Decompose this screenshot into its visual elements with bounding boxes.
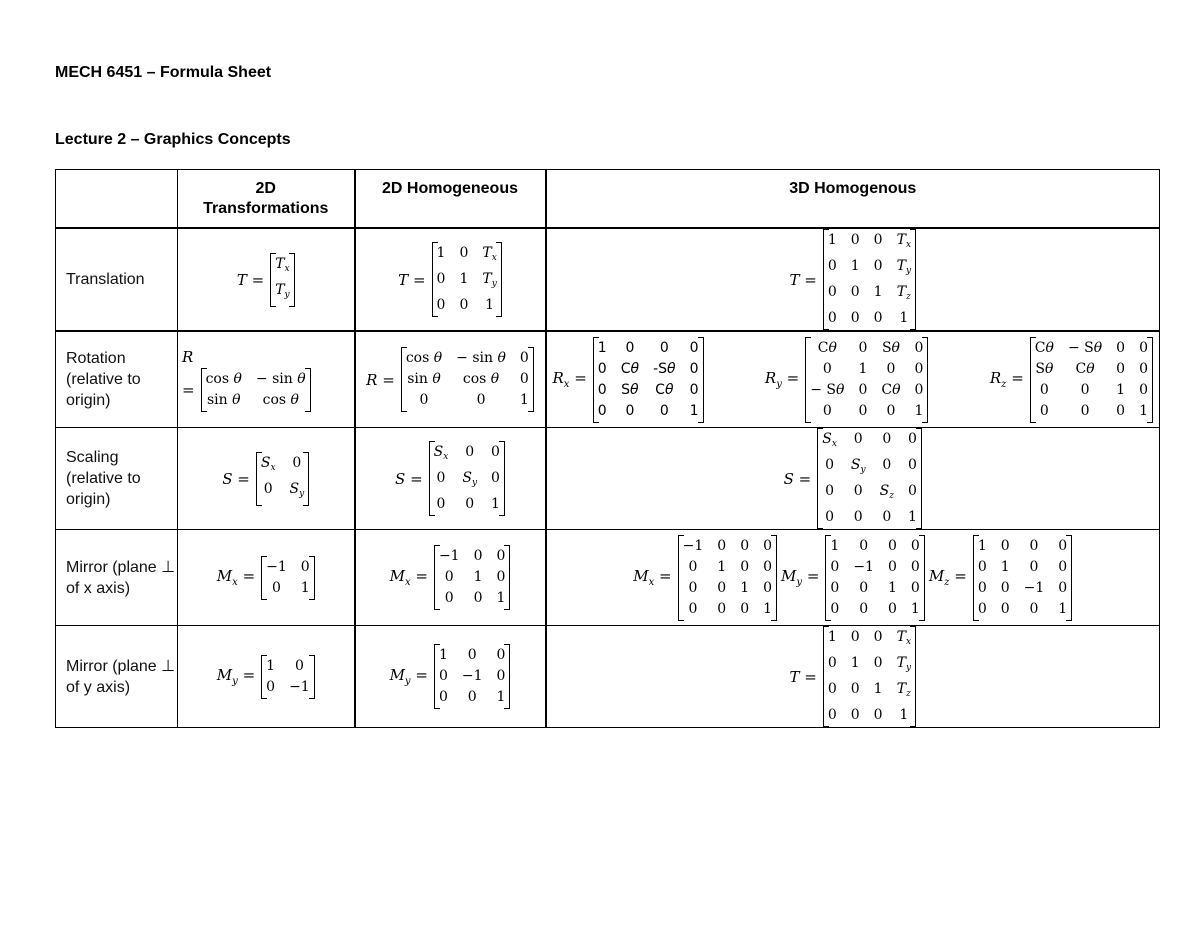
matrix-cell: 0 [763, 579, 773, 596]
matrix-cell: 0 [763, 537, 773, 554]
matrix-cell: 1 [740, 579, 750, 596]
matrix-cell: − sin θ [255, 370, 306, 387]
matrix-cell: 0 [825, 509, 835, 525]
matrix-cell: 0 [1000, 600, 1010, 617]
matrix [678, 535, 777, 621]
matrix-cell: 0 [873, 232, 883, 248]
row-label-translation: Translation [56, 228, 178, 331]
matrix-cell: 1 [850, 258, 860, 274]
matrix-cell: 0 [850, 284, 860, 300]
matrix-cell: 0 [465, 444, 475, 460]
matrix-cell: 0 [858, 381, 868, 398]
matrix-cell: Cθ [817, 339, 837, 356]
matrix-cell: 0 [859, 600, 869, 617]
matrix-cell: 0 [438, 689, 448, 705]
matrix-cell: 1 [689, 402, 699, 419]
matrix-cell: cos θ [205, 370, 242, 387]
matrix-cell: 0 [886, 402, 896, 419]
matrix-cell: 0 [873, 629, 883, 645]
matrix-cell: 0 [467, 647, 477, 663]
matrix-cell: 1 [496, 590, 506, 606]
matrix-cell: 0 [850, 707, 860, 723]
matrix-cell: 0 [496, 548, 506, 564]
matrix-cell: −1 [266, 558, 287, 575]
matrix-cell: $S_z$ [879, 483, 894, 501]
matrix-cell: −1 [853, 558, 874, 575]
matrix-cell: 1 [977, 537, 987, 554]
matrix-cell: 0 [1058, 579, 1068, 596]
matrix-cell: 1 [830, 537, 840, 554]
mirror-x-2d: $M_x$ = −1 0 0 1 [178, 530, 354, 625]
matrix-cell: 0 [763, 558, 773, 575]
matrix [823, 229, 916, 330]
matrix-cell: 1 [1000, 558, 1010, 575]
matrix-cell: $S_y$ [462, 470, 478, 488]
matrix-cell: 0 [491, 444, 500, 460]
matrix-cell: 0 [300, 558, 310, 575]
matrix-cell: 0 [740, 537, 750, 554]
matrix [593, 337, 704, 423]
matrix-cell: − Sθ [1067, 339, 1103, 356]
header-row [56, 170, 1160, 229]
matrix-cell: 1 [459, 271, 469, 287]
matrix-cell: 0 [914, 339, 924, 356]
matrix-cell: 0 [827, 655, 837, 671]
matrix-cell: 1 [485, 297, 495, 313]
matrix-cell: 0 [444, 569, 454, 585]
matrix-cell: 0 [977, 558, 987, 575]
matrix [432, 242, 502, 317]
matrix-cell: 0 [850, 629, 860, 645]
matrix-cell: 0 [597, 360, 607, 377]
mirror-my-matrix: $M_y$ = 1 0 0 0 0 −1 0 0 0 0 1 0 0 0 0 1 [781, 535, 925, 621]
matrix-cell: 0 [1116, 402, 1126, 419]
matrix-cell: 0 [597, 402, 607, 419]
header-2d-homogeneous: 2D Homogeneous [355, 170, 546, 229]
matrix-cell: 1 [1058, 600, 1068, 617]
matrix-cell: 0 [910, 579, 920, 596]
matrix [270, 253, 294, 307]
matrix-cell: Cθ [1075, 360, 1095, 377]
scaling-2d: S = $S_x$ 0 0 $S_y$ [178, 428, 354, 529]
matrix-cell: -Sθ [653, 360, 676, 377]
matrix-cell: 0 [294, 657, 304, 674]
matrix-cell: $S_y$ [850, 457, 866, 475]
mirror-y-2d-homogeneous: $M_y$ = 1 0 0 0 −1 0 0 0 1 [356, 626, 545, 727]
matrix-cell: $T_z$ [896, 681, 911, 699]
matrix-cell: 0 [1058, 537, 1068, 554]
matrix-cell: $T_x$ [896, 232, 912, 250]
matrix-cell: 1 [491, 496, 500, 512]
matrix-cell: 0 [1029, 537, 1039, 554]
matrix-cell: 0 [886, 360, 896, 377]
mirror-mz-matrix: $M_z$ = 1 0 0 0 0 1 0 0 0 0 −1 0 0 0 0 1 [929, 535, 1072, 621]
matrix-cell: 0 [850, 681, 860, 697]
matrix-cell: 0 [473, 590, 483, 606]
matrix-cell: 0 [717, 537, 727, 554]
matrix-cell: 0 [827, 681, 837, 697]
row-rotation [56, 331, 1160, 428]
matrix-cell: 0 [882, 509, 892, 525]
matrix-cell: 0 [625, 402, 635, 419]
matrix-cell: 0 [850, 232, 860, 248]
matrix-cell: 0 [436, 297, 446, 313]
matrix-cell: 0 [1000, 579, 1010, 596]
matrix [401, 347, 534, 412]
matrix-cell: 1 [436, 245, 446, 261]
matrix [256, 452, 309, 506]
matrix-cell: 1 [850, 655, 860, 671]
matrix-cell: 0 [859, 537, 869, 554]
matrix-cell: 0 [292, 454, 302, 471]
matrix-cell: 0 [476, 392, 486, 408]
matrix-cell: Cθ [881, 381, 901, 398]
matrix-cell: 0 [822, 360, 832, 377]
matrix-cell: 1 [827, 629, 837, 645]
matrix-cell: 1 [717, 558, 727, 575]
matrix-cell: 0 [263, 480, 273, 497]
scaling-3d-homogeneous: S = $S_x$ 0 0 0 0 $S_y$ 0 0 0 0 $S_z$ 0 0 0 0 1 [547, 428, 1160, 529]
matrix-cell: 1 [1116, 381, 1126, 398]
matrix-cell: 0 [827, 707, 837, 723]
matrix-cell: $T_y$ [482, 271, 497, 289]
matrix-cell: 0 [858, 339, 868, 356]
matrix-cell: 0 [830, 600, 840, 617]
matrix-cell: 0 [882, 431, 892, 447]
matrix-cell: −1 [289, 678, 310, 695]
matrix-cell: 0 [1139, 381, 1148, 398]
matrix-cell: Cθ [655, 381, 674, 398]
matrix-cell: 0 [822, 402, 832, 419]
header-empty [56, 170, 178, 229]
matrix-cell: 0 [419, 392, 429, 408]
matrix-cell: $S_y$ [289, 480, 305, 499]
matrix-cell: cos θ [462, 371, 500, 387]
matrix-cell: 0 [858, 402, 868, 419]
matrix-cell: $T_x$ [482, 245, 497, 263]
matrix-cell: 0 [907, 457, 917, 473]
matrix-cell: 0 [827, 310, 837, 326]
matrix-cell: 0 [689, 339, 699, 356]
matrix-cell: 0 [496, 569, 506, 585]
matrix-cell: 0 [436, 496, 446, 512]
matrix-cell: 0 [910, 537, 920, 554]
translation-2d: T = $T_x$ $T_y$ [178, 229, 354, 330]
matrix-cell: 0 [825, 483, 835, 499]
matrix-cell: 0 [887, 558, 897, 575]
matrix [434, 545, 510, 610]
matrix-cell: −1 [461, 668, 483, 684]
matrix-cell: 0 [688, 600, 698, 617]
matrix-cell: 0 [1116, 339, 1126, 356]
matrix-cell: Cθ [620, 360, 640, 377]
matrix-cell: − sin θ [456, 350, 506, 366]
matrix-cell: 0 [436, 470, 446, 486]
matrix-cell: 0 [873, 707, 883, 723]
matrix [261, 655, 315, 699]
scaling-2d-homogeneous: S = $S_x$ 0 0 0 $S_y$ 0 0 0 1 [356, 428, 545, 529]
matrix-cell: 1 [907, 509, 917, 525]
row-translation [56, 228, 1160, 331]
matrix-cell: 0 [1039, 381, 1049, 398]
matrix-cell: 0 [436, 271, 446, 287]
rotation-y-matrix: $R_y$ = Cθ 0 Sθ 0 0 1 0 0 − Sθ 0 Cθ 0 0 0 0 1 [765, 337, 929, 423]
mirror-mx-matrix: $M_x$ = −1 0 0 0 0 1 0 0 0 0 1 0 0 0 0 1 [633, 535, 777, 621]
matrix-cell: 0 [859, 579, 869, 596]
matrix-cell: 0 [907, 431, 917, 447]
mirror-x-2d-homogeneous: $M_x$ = −1 0 0 0 1 0 0 0 1 [356, 530, 545, 625]
matrix-cell: $T_y$ [896, 258, 912, 276]
matrix-cell: 1 [858, 360, 868, 377]
matrix-cell: 0 [887, 600, 897, 617]
matrix-cell: − Sθ [810, 381, 845, 398]
matrix-cell: 0 [740, 558, 750, 575]
matrix-cell: 0 [850, 310, 860, 326]
matrix-cell: 0 [1139, 339, 1148, 356]
matrix-cell: 0 [1029, 558, 1039, 575]
matrix-cell: 0 [625, 339, 635, 356]
matrix-cell: 1 [910, 600, 920, 617]
matrix-cell: 0 [1058, 558, 1068, 575]
matrix-cell: 1 [827, 232, 837, 248]
matrix-cell: 0 [853, 431, 863, 447]
matrix-cell: 0 [1139, 360, 1148, 377]
matrix-cell: 1 [873, 284, 883, 300]
matrix [201, 368, 311, 412]
matrix-cell: $S_x$ [433, 444, 449, 462]
row-label-scaling: Scaling (relative to origin) [56, 428, 178, 530]
matrix-cell: 0 [1000, 537, 1010, 554]
matrix-cell: 0 [830, 579, 840, 596]
matrix-cell: 1 [519, 392, 529, 408]
matrix-cell: 0 [491, 470, 500, 486]
matrix-cell: 1 [597, 339, 607, 356]
lecture-title: Lecture 2 – Graphics Concepts [55, 131, 291, 148]
matrix-cell: $T_x$ [275, 255, 290, 274]
header-2d: 2D Transformations [178, 170, 355, 229]
matrix-cell: 0 [519, 350, 529, 366]
matrix [429, 441, 505, 516]
matrix [817, 428, 922, 529]
matrix-cell: sin θ [407, 371, 441, 387]
matrix-cell: 1 [300, 579, 310, 596]
matrix-cell: Sθ [1035, 360, 1054, 377]
row-label-rotation: Rotation (relative to origin) [56, 331, 178, 428]
matrix-cell: 0 [827, 258, 837, 274]
row-label-mirror-x: Mirror (plane ⊥ of x axis) [56, 530, 178, 626]
matrix-cell: 0 [887, 537, 897, 554]
matrix-cell: $S_x$ [260, 454, 276, 473]
matrix-cell: 0 [444, 590, 454, 606]
matrix [805, 337, 928, 423]
matrix-cell: 0 [496, 647, 506, 663]
matrix-cell: 0 [717, 600, 727, 617]
rotation-x-matrix: $R_x$ = 1 0 0 0 0 Cθ -Sθ 0 0 Sθ Cθ 0 0 0 0 1 [553, 337, 704, 423]
matrix-cell: 0 [873, 310, 883, 326]
matrix-cell: 0 [853, 483, 863, 499]
matrix-cell: 0 [1039, 402, 1049, 419]
matrix-cell: 1 [266, 657, 276, 674]
matrix-cell: 0 [473, 548, 483, 564]
matrix-cell: −1 [1023, 579, 1045, 596]
matrix-cell: 1 [438, 647, 448, 663]
translation-2d-homogeneous: T = 1 0 $T_x$ 0 1 $T_y$ 0 0 1 [356, 229, 545, 330]
mirror-y-2d: $M_y$ = 1 0 0 −1 [178, 626, 354, 727]
matrix-cell: 1 [1139, 402, 1148, 419]
matrix-cell: 0 [914, 381, 924, 398]
translation-3d-homogeneous: T = 1 0 0 $T_x$ 0 1 0 $T_y$ 0 0 1 $T_z$ 0 0 0 1 [547, 229, 1160, 330]
matrix-cell: 0 [873, 655, 883, 671]
matrix-cell: 0 [459, 297, 469, 313]
matrix-cell: 0 [825, 457, 835, 473]
matrix-cell: 0 [830, 558, 840, 575]
matrix-cell: Sθ [881, 339, 900, 356]
matrix-cell: −1 [682, 537, 704, 554]
matrix-cell: cos θ [405, 350, 443, 366]
matrix-cell: 0 [496, 668, 506, 684]
matrix [1030, 337, 1153, 423]
matrix-cell: $T_z$ [896, 284, 911, 302]
row-mirror-x [56, 530, 1160, 626]
matrix [261, 556, 315, 600]
matrix-cell: 0 [688, 579, 698, 596]
matrix [825, 535, 924, 621]
matrix-cell: 0 [1116, 360, 1126, 377]
header-3d-homogenous: 3D Homogenous [546, 170, 1160, 229]
matrix-cell: 1 [914, 402, 924, 419]
matrix-cell: Cθ [1034, 339, 1054, 356]
matrix-cell: 1 [873, 681, 883, 697]
rotation-2d: R = cos θ − sin θ sin θ cos θ [178, 332, 354, 427]
matrix-cell: 0 [1080, 402, 1090, 419]
matrix-cell: 0 [465, 496, 475, 512]
matrix-cell: $T_y$ [275, 281, 290, 300]
matrix-cell: 0 [1080, 381, 1090, 398]
matrix-cell: 0 [827, 284, 837, 300]
matrix-cell: 0 [688, 558, 698, 575]
rotation-2d-homogeneous: R = cos θ − sin θ 0 sin θ cos θ 0 0 0 1 [356, 332, 545, 427]
row-mirror-y [56, 626, 1160, 728]
matrix-cell: 0 [597, 381, 607, 398]
matrix-cell: Sθ [621, 381, 639, 398]
matrix-cell: 1 [763, 600, 773, 617]
matrix-cell: 0 [977, 579, 987, 596]
matrix-cell: 1 [496, 689, 506, 705]
matrix-cell: 1 [887, 579, 897, 596]
row-label-mirror-y: Mirror (plane ⊥ of y axis) [56, 626, 178, 728]
matrix-cell: 0 [907, 483, 917, 499]
matrix [973, 535, 1072, 621]
matrix-cell: 0 [717, 579, 727, 596]
matrix-cell: 0 [689, 360, 699, 377]
matrix-cell: 0 [882, 457, 892, 473]
mirror-y-3d-homogeneous: T = 1 0 0 $T_x$ 0 1 0 $T_y$ 0 0 1 $T_z$ 0 0 0 1 [547, 626, 1160, 727]
matrix-cell: 0 [467, 689, 477, 705]
formula-table [55, 169, 1160, 728]
matrix-cell: 0 [272, 579, 281, 596]
matrix-cell: sin θ [206, 391, 241, 408]
matrix-cell: $T_y$ [896, 655, 912, 673]
row-scaling [56, 428, 1160, 530]
matrix-cell: 1 [899, 310, 909, 326]
matrix-cell: 0 [977, 600, 987, 617]
matrix-cell: 0 [459, 245, 469, 261]
document-title: MECH 6451 – Formula Sheet [55, 64, 272, 81]
matrix [823, 626, 916, 727]
matrix-cell: 0 [853, 509, 863, 525]
matrix-cell: 1 [899, 707, 909, 723]
matrix-cell: 1 [473, 569, 483, 585]
matrix-cell: 0 [659, 339, 669, 356]
matrix-cell: 0 [910, 558, 920, 575]
matrix-cell: 0 [740, 600, 750, 617]
matrix-cell: 0 [1029, 600, 1039, 617]
matrix-cell: 0 [873, 258, 883, 274]
matrix-cell: $S_x$ [822, 431, 837, 449]
rotation-z-matrix: $R_z$ = Cθ − Sθ 0 0 Sθ Cθ 0 0 0 0 1 0 0 0 0 1 [990, 337, 1153, 423]
matrix-cell: 0 [689, 381, 699, 398]
matrix-cell: 0 [519, 371, 529, 387]
matrix-cell: 0 [438, 668, 448, 684]
matrix-cell: cos θ [262, 391, 299, 408]
matrix-cell: 0 [659, 402, 669, 419]
matrix-cell: 0 [914, 360, 924, 377]
matrix [434, 644, 510, 709]
matrix-cell: 0 [266, 678, 276, 695]
matrix-cell: $T_x$ [896, 629, 912, 647]
matrix-cell: −1 [438, 548, 460, 564]
